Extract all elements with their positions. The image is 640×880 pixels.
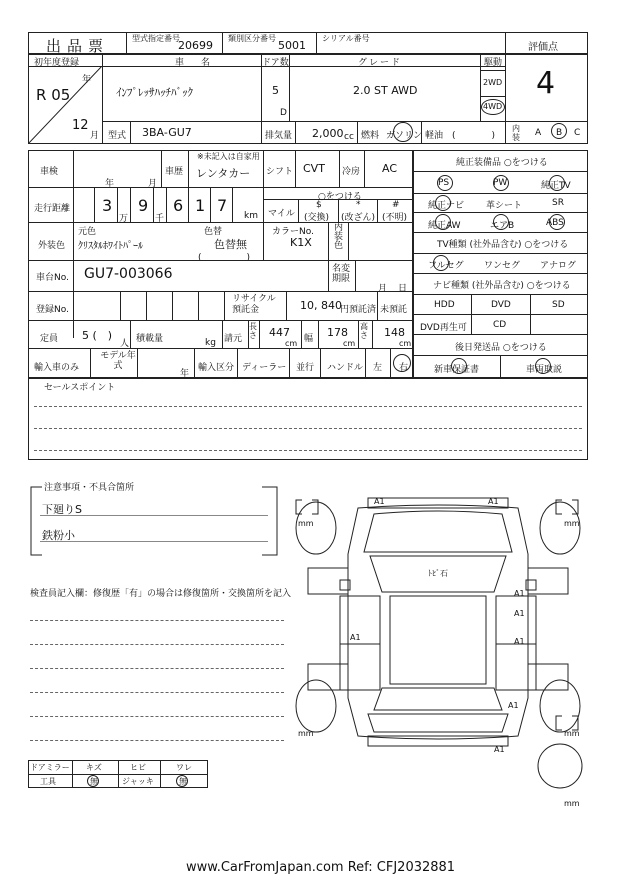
height-value: 148	[384, 326, 405, 339]
footer-watermark: www.CarFromJapan.com Ref: CFJ2032881	[186, 860, 456, 875]
equipment-header: 純正装備品 ○をつける	[456, 158, 548, 168]
mileage-exchange: (交換)	[304, 213, 330, 223]
interior-a: A	[535, 128, 542, 138]
handle-right: 右	[399, 363, 409, 373]
mileage-exchange-symbol: $	[316, 200, 322, 210]
damage-mark-right-quarter: A1	[508, 701, 519, 710]
mm-label-front-left: mm	[298, 519, 314, 528]
damage-mark-right-fender: A1	[514, 589, 525, 598]
drive-4wd: 4WD	[483, 102, 503, 111]
navi-header: ナビ種類 (社外品含む) ○をつける	[433, 281, 571, 291]
history-note: ※未記入は自家用	[197, 152, 260, 161]
width-label: 幅	[304, 334, 314, 344]
equip-abs: ABS	[546, 218, 564, 228]
equip-aw: 純正AW	[428, 221, 461, 231]
acc-tools-circle	[87, 775, 99, 787]
height-label: 高さ	[360, 322, 368, 340]
mm-label-rear-right: mm	[564, 729, 580, 738]
damage-mark-right-rear-door: A1	[514, 637, 525, 646]
length-unit: cm	[285, 339, 298, 348]
drive-4wd-circle	[481, 99, 505, 115]
capacity-value: 5 ( )	[82, 329, 113, 342]
equip-airbag-circle	[493, 214, 509, 230]
height-unit: cm	[399, 339, 412, 348]
later-warranty: 新車保証書	[434, 365, 480, 375]
navi-dvd: DVD	[491, 300, 511, 310]
model-label: 型式	[108, 131, 127, 141]
acc-crack: ヒビ	[130, 763, 146, 772]
navi-dvd-play: DVD再生可	[420, 323, 467, 333]
recycle-unpaid: 未預託	[380, 305, 408, 315]
mileage-digit-2: 9	[138, 196, 149, 215]
mileage-digit-3: 6	[173, 196, 184, 215]
mileage-digit-5: 7	[217, 196, 228, 215]
damage-mark-left-front-door: A1	[350, 633, 361, 642]
later-manual: 車両取説	[526, 365, 563, 375]
equip-airbag: エアB	[490, 221, 515, 231]
interior-c: C	[574, 128, 581, 138]
registration-label: 登録No.	[36, 305, 69, 315]
fuel-other-paren: ( )	[452, 131, 496, 141]
grade-score-label: 評価点	[528, 42, 558, 53]
mm-label-front-right: mm	[564, 519, 580, 528]
chassis-label: 車台No.	[36, 273, 69, 283]
later-warranty-circle	[451, 358, 467, 374]
mileage-digit-4: 1	[195, 196, 206, 215]
doors-label: ドア数	[262, 58, 289, 68]
mileage-km-unit: km	[244, 211, 258, 221]
ac-label: 冷房	[342, 167, 361, 177]
notes-bracket	[30, 486, 280, 556]
recycle-label: リサイクル預託金	[232, 294, 276, 315]
length-label: 請元	[224, 334, 243, 344]
grade-value: 2.0 ST AWD	[353, 84, 418, 97]
equip-abs-circle	[549, 214, 565, 230]
tv-fullseg-circle	[433, 255, 449, 271]
damage-mark-front-bumper-right: A1	[488, 497, 499, 506]
grade-score-value: 4	[536, 66, 556, 101]
fuel-label: 燃料	[361, 131, 380, 141]
sales-point-label: セールスポイント	[44, 383, 116, 393]
history-value: レンタカー	[196, 167, 251, 180]
doors-value: 5	[272, 84, 279, 97]
history-label: 車歴	[165, 167, 184, 177]
length-sub-label: 長さ	[249, 322, 257, 340]
mileage-digit-1: 3	[102, 196, 113, 215]
capacity-label: 定員	[40, 334, 59, 344]
acc-jack-status: 無	[179, 777, 187, 786]
mileage-circle-note: ○をつける	[318, 192, 362, 202]
import-label: 輸入車のみ	[34, 363, 80, 373]
capacity-unit: 人	[120, 339, 130, 349]
later-header: 後日発送品 ○をつける	[455, 343, 547, 353]
equip-ps: PS	[438, 178, 450, 188]
damage-mark-rear-bumper: A1	[494, 745, 505, 754]
equip-aw-circle	[435, 214, 451, 230]
exterior-color-label: 外装色	[38, 241, 66, 251]
first-reg-month: 12	[72, 118, 89, 133]
shaken-label: 車検	[40, 167, 59, 177]
length-value: 447	[269, 326, 290, 339]
mileage-sen-unit: 千	[155, 214, 165, 224]
load-label: 積載量	[136, 334, 164, 344]
damage-mark-front-bumper-left: A1	[374, 497, 385, 506]
shift-label: シフト	[266, 167, 294, 177]
shift-value: CVT	[303, 162, 325, 175]
sheet-title: 出品票	[46, 37, 110, 55]
mm-label-rear-left: mm	[298, 729, 314, 738]
equip-sr: SR	[552, 198, 564, 208]
car-damage-diagram	[288, 484, 588, 814]
equip-pw-circle	[493, 175, 509, 191]
model-value: 3BA-GU7	[142, 126, 192, 139]
tv-fullseg: フルセグ	[428, 261, 464, 271]
header-bar	[28, 32, 588, 54]
equip-ps-circle	[437, 175, 453, 191]
model-designation-value: 20699	[178, 39, 213, 52]
acc-tools: 工具	[40, 777, 56, 786]
equip-leather: 革シート	[486, 201, 523, 211]
color-code-label: カラーNo.	[272, 227, 314, 237]
equip-tv-circle	[549, 175, 565, 191]
name-change-month: 月	[378, 284, 388, 294]
equip-pw: PW	[493, 178, 508, 188]
original-color-value: ｸﾘｽﾀﾙﾎﾜｲﾄﾊﾟｰﾙ	[78, 241, 143, 252]
first-reg-year-unit: 年	[82, 75, 92, 85]
fuel-gasoline-circle	[393, 122, 413, 142]
name-change-label: 名変期限	[332, 264, 351, 284]
acc-door-mirror: ドアミラー	[30, 763, 70, 772]
width-unit: cm	[343, 339, 356, 348]
interior-b-circle	[551, 123, 567, 139]
note-line-1: 下廻りS	[42, 503, 82, 516]
recycle-unit: 円預託済	[340, 305, 377, 315]
handle-label: ハンドル	[327, 363, 364, 373]
first-reg-label: 初年度登録	[34, 58, 80, 68]
mileage-altered: (改ざん)	[341, 213, 376, 223]
mileage-man-unit: 万	[119, 214, 129, 224]
import-parallel: 並行	[296, 363, 315, 373]
category-value: 5001	[278, 39, 306, 52]
interior-b: B	[556, 128, 563, 138]
model-designation-label: 型式指定番号	[132, 34, 180, 43]
serial-label: シリアル番号	[322, 34, 370, 43]
acc-break: ワレ	[176, 763, 192, 772]
equip-tv: 純正TV	[541, 181, 571, 191]
tv-oneseg: ワンセグ	[484, 261, 521, 271]
acc-jack-circle	[176, 775, 188, 787]
mileage-unknown-symbol: #	[392, 200, 400, 210]
interior-label: 内装	[512, 124, 520, 142]
color-change-paren: ( )	[198, 253, 251, 263]
ac-value: AC	[382, 162, 398, 175]
mileage-label: 走行距離	[34, 204, 71, 214]
tv-header: TV種類 (社外品含む) ○をつける	[437, 240, 569, 250]
equip-navi: 純正ナビ	[428, 201, 465, 211]
acc-tools-status: 無	[90, 777, 98, 786]
navi-hdd: HDD	[434, 300, 455, 310]
fuel-light: 軽油	[425, 131, 444, 141]
mm-label-spare: mm	[564, 799, 580, 808]
mileage-unknown: (不明)	[382, 213, 408, 223]
model-year-label: モデル年式	[100, 351, 136, 371]
drive-label: 駆動	[484, 58, 503, 68]
original-color-label: 元色	[78, 227, 97, 237]
navi-cd: CD	[493, 320, 507, 330]
navi-sd: SD	[552, 300, 565, 310]
model-year-unit: 年	[180, 369, 190, 379]
note-line-2: 鉄粉小	[42, 529, 75, 542]
shaken-month-unit: 月	[148, 179, 158, 189]
color-code-value: K1X	[290, 236, 312, 249]
first-reg-month-unit: 月	[90, 131, 100, 141]
recycle-value: 10, 840	[300, 299, 342, 312]
first-reg-year: R 05	[36, 86, 71, 104]
car-name-label: 車 名	[175, 58, 215, 68]
import-type-label: 輸入区分	[198, 363, 235, 373]
mileage-mile: マイル	[268, 209, 295, 219]
tv-analog: アナログ	[540, 261, 577, 271]
width-value: 178	[327, 326, 348, 339]
displacement-label: 排気量	[265, 131, 293, 141]
grade-label: グレード	[358, 58, 403, 68]
mileage-altered-symbol: *	[356, 200, 361, 210]
interior-color-label: 内装色	[334, 223, 344, 251]
handle-left: 左	[373, 363, 383, 373]
color-change-value: 色替無	[214, 238, 247, 251]
car-name-value: ｲﾝﾌﾟﾚｯｻﾊｯﾁﾊﾞｯｸ	[116, 86, 193, 99]
windshield-note: ﾄﾋﾞ石	[428, 569, 448, 578]
doors-suffix: D	[280, 108, 287, 118]
color-change-label: 色替	[204, 227, 223, 237]
inspector-note-label: 検査員記入欄：修復歴「有」の場合は修復箇所・交換箇所を記入	[30, 589, 292, 599]
first-reg-diagonal	[28, 66, 102, 144]
shaken-year-unit: 年	[105, 179, 115, 189]
category-label: 類別区分番号	[228, 34, 276, 43]
displacement-unit: cc	[344, 132, 354, 142]
notes-label: 注意事項・不具合箇所	[44, 483, 135, 493]
handle-right-circle	[393, 354, 411, 372]
import-dealer: ディーラー	[242, 363, 287, 373]
chassis-value: GU7-003066	[84, 266, 173, 282]
drive-2wd: 2WD	[483, 78, 503, 87]
name-change-day: 日	[398, 284, 408, 294]
displacement-value: 2,000	[312, 127, 344, 140]
acc-jack: ジャッキ	[122, 777, 154, 786]
load-unit: kg	[205, 338, 216, 348]
damage-mark-right-front-door: A1	[514, 609, 525, 618]
equip-navi-circle	[435, 195, 451, 211]
acc-scratch: キズ	[86, 763, 102, 772]
fuel-gasoline: ガソリン	[386, 131, 423, 141]
later-manual-circle	[535, 358, 551, 374]
